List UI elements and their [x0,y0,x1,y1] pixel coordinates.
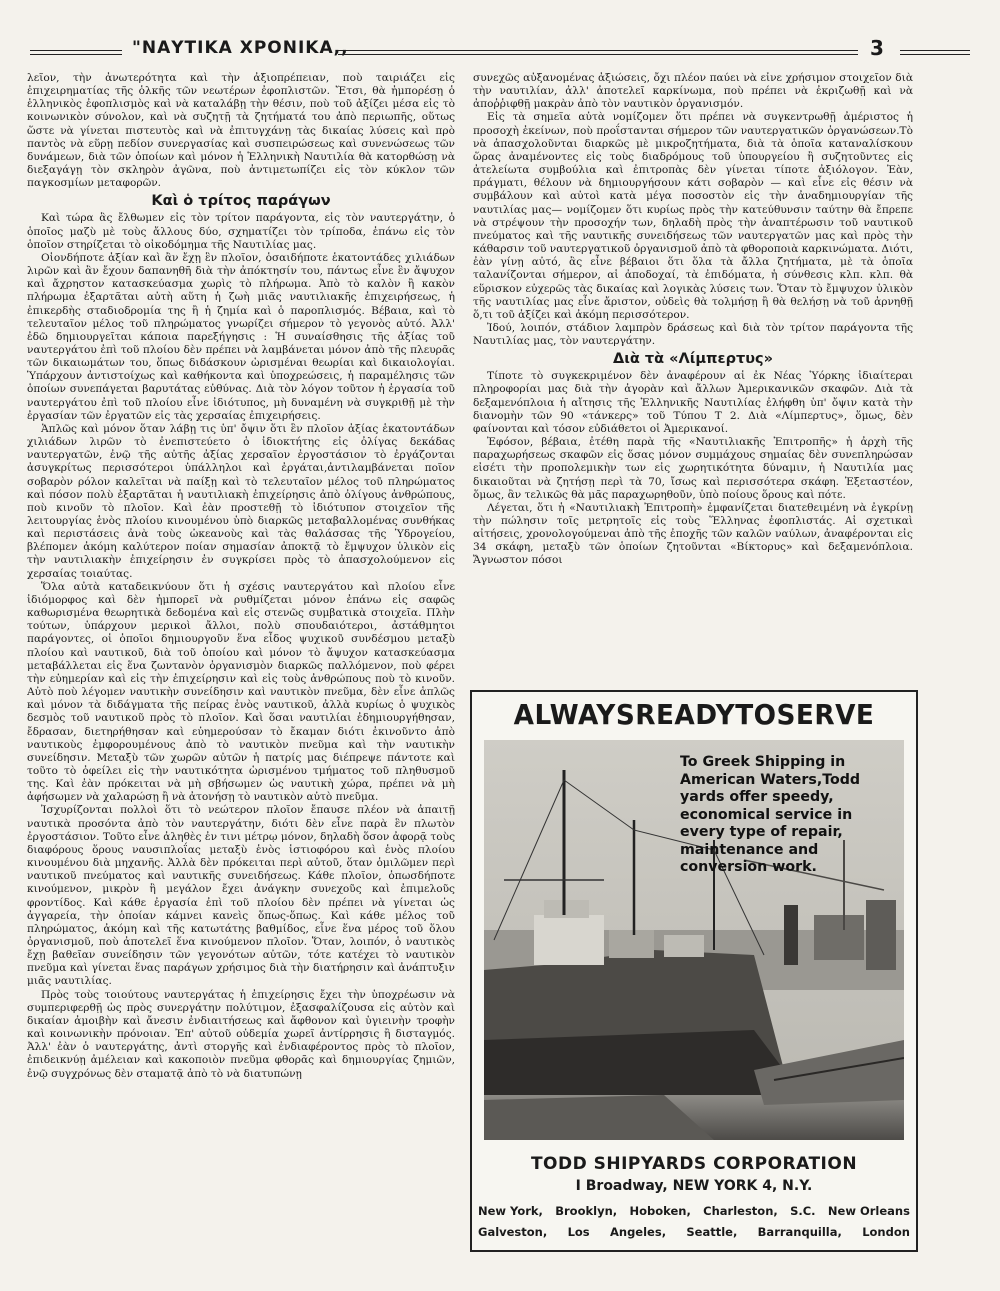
ad-address: I Broadway, NEW YORK 4, N.Y. [575,1178,813,1194]
city-token: Hoboken, [629,1204,691,1218]
right-paragraph-3: Ἰδού, λοιπόν, στάδιον λαμπρὸν δράσεως καὶ διὰ τὸν τρίτον παράγοντα τῆς Ναυτιλίας μας, τὸν ναυτεργάτην. [473,321,913,348]
right-paragraph-5: Ἐφόσον, βέβαια, ἐτέθη παρὰ τῆς «Ναυτιλιακῆς Ἐπιτροπῆς» ἡ ἀρχὴ τῆς παραχωρήσεως σκαφῶν εἰς ὅσας μόνον συμμάχους σημαίας δὲν συνεπληρώσαν εἰσέτι τὴν προπολεμικὴν των εἰς χωρητικότητα δύναμιν, ἡ Ναυτιλία μας δικαιοῦται νὰ ζητήσῃ περὶ τὰ 70, ἴσως καὶ περισσότερα σκάφη. Ἐξεταστέον, ὅμως, ἂν τελικῶς θὰ μᾶς παραχωρηθοῦν, ὑπὸ ποίους ὅρους καὶ πότε. [473,436,913,501]
city-token: Los [567,1225,590,1239]
right-paragraph-1: συνεχῶς αὐξανομένας ἀξιώσεις, ὄχι πλέον παύει νὰ εἶνε χρήσιμον στοιχεῖον διὰ τὴν ναυτιλίαν, ἀλλ' ἀποτελεῖ καρκίνωμα, ποὺ πρέπει νὰ ἐκριζωθῇ καὶ νὰ ἀποῤῥιφθῇ μακρὰν ἀπὸ τὸν ναυτικὸν ὀργανισμόν. [473,72,913,111]
section-heading-third-factor: Καὶ ὁ τρίτος παράγων [151,193,331,210]
running-header [20,38,970,64]
left-paragraph-3: Οἱονδήποτε ἀξίαν καὶ ἂν ἔχῃ ἓν πλοῖον, ὁσαιδήποτε ἑκατοντάδες χιλιάδων λιρῶν καὶ ἂν ἔχουν δαπανηθῆ διὰ τὴν ἀπόκτησίν του, πάντως εἶνε ἓν ἄψυχον καὶ ἄχρηστον κατασκεύασμα χωρὶς τὸ πλήρωμα. Ἀπὸ τὸ καλὸν ἢ κακὸν πλήρωμα ἐξαρτᾶται αὐτὴ αὕτη ἡ ζωὴ μιᾶς ναυτιλιακῆς ἐπιχειρήσεως, ἡ ἐπικερδὴς σταδιοδρομία της ἢ ἡ ζημία καὶ ὁ παροπλισμός. Βέβαια, καὶ τὸ τελευταῖον μέλος τοῦ πληρώματος γνωρίζει σήμερον τὸ γεγονὸς αὐτό. Ἀλλ' ἐδῶ δημιουργεῖται κάποια παρεξήγησις : Ἡ συναίσθησις τῆς ἀξίας τοῦ ναυτεργάτου ἐπὶ τοῦ πλοίου δὲν πρέπει νὰ λαμβάνεται μόνον ἀπὸ τῆς πλευρᾶς τῶν δικαιωμάτων του, ὅπως διδάσκουν ὡρισμέναι θεωρίαι καὶ δικαιολογίαι. Ὑπάρχουν ἀντιστοίχως καὶ καθήκοντα καὶ ὑποχρεώσεις, ἡ παραμέλησις τῶν ὁποίων συνεπάγεται βαρυτάτας εὐθύνας. Διὰ τὸν λόγον τοῦτον ἡ ἐργασία τοῦ ναυτεργάτου ἐπὶ τοῦ πλοίου εἶνε ἰδιότυπος, μὴ δυναμένη νὰ συγκριθῇ μὲ τὴν ἐργασίαν τῶν ἐργατῶν εἰς τὰς χερσαίας ἐπιχειρήσεις. [27,251,455,422]
city-token: New Orleans [827,1204,910,1218]
todd-shipyards-advertisement [470,690,918,1252]
right-paragraph-6: Λέγεται, ὅτι ἡ «Ναυτιλιακὴ Ἐπιτροπὴ» ἐμφανίζεται διατεθειμένη νὰ ἐγκρίνῃ τὴν πώλησιν τοῖς μετρητοῖς εἰς τοὺς Ἕλληνας ἐφοπλιστάς. Αἱ σχετικαὶ αἰτήσεις, χρονολογούμεναι ἀπὸ τῆς ἐποχῆς τῶν καλῶν ναύλων, ἀναφέρονται εἰς 34 σκάφη, μεταξὺ τῶν ὁποίων ζητοῦνται «Βίκτορυς» καὶ δεξαμενόπλοια. Ἄγνωστον πόσοι [473,501,913,567]
right-column [473,72,913,668]
left-paragraph-6: Ἰσχυρίζονται πολλοὶ ὅτι τὸ νεώτερον πλοῖον ἔπαυσε πλέον νὰ ἀπαιτῇ ναυτικὰ προσόντα ἀπὸ τὸν ναυτεργάτην, διότι δὲν εἶνε παρὰ ἓν πλωτὸν ἐργοστάσιον. Τοῦτο εἶνε ἀληθὲς ἐν τινι μέτρῳ μόνον, δηλαδὴ ὅσον ἀφορᾷ τοὺς διαφόρους ὅρους ναυσιπλοΐας μεταξὺ ἑνὸς ἱστιοφόρου καὶ ἑνὸς πλοίου κινουμένου διὰ μηχανῆς. Ἀλλὰ δὲν πρόκειται περὶ αὐτοῦ, ὅταν ὁμιλῶμεν περὶ ναυτικοῦ πνεύματος καὶ ναυτικῆς συνειδήσεως. Κάθε πλοῖον, ὁπωσδήποτε κινούμενον, μικρὸν ἢ μεγάλον ἔχει ἀνάγκην συνεχοῦς καὶ ἐπιμελοῦς φροντίδος. Καὶ κάθε ἐργασία ἐπὶ τοῦ πλοίου δὲν πρέπει νὰ γίνεται ὡς ἀγγαρεία, τὴν ὁποίαν κάμνει κανεὶς ὅπως-ὅπως. Καὶ κάθε μέλος τοῦ πληρώματος, ἀκόμη καὶ τῆς κατωτάτης βαθμίδος, εἶνε ἕνα μέρος τοῦ ὅλου ὀργανισμοῦ, ποὺ ἀποτελεῖ ἕνα κινούμενον πλοῖον. Ὅταν, λοιπόν, ὁ ναυτικὸς ἔχῃ βαθεῖαν συνείδησιν τῶν γεγονότων αὐτῶν, τότε κατέχει τὸ ναυτικὸν πνεῦμα καὶ γίνεται ἕνας παράγων χρήσιμος διὰ τὴν διατήρησιν καὶ ἀνάπτυξιν μιᾶς ναυτιλίας. [27,804,455,988]
city-token: S.C. [790,1204,816,1218]
ad-cities-line-2 [478,1225,910,1239]
city-token: Seattle, [686,1225,738,1239]
header-rule-left [30,50,122,55]
ad-cities-line-1 [478,1204,910,1218]
page-number: 3 [870,36,884,60]
city-token: Angeles, [609,1225,667,1239]
city-token: Charleston, [703,1204,778,1218]
city-token: London [862,1225,910,1239]
right-paragraph-4: Τίποτε τὸ συγκεκριμένον δὲν ἀναφέρουν αἱ ἐκ Νέας Ὑόρκης ἰδιαίτεραι πληροφορίαι μας διὰ τὴν ἀγορὰν καὶ ἄλλων Ἀμερικανικῶν σκαφῶν. Διὰ τὰ δεξαμενόπλοια ἡ αἴτησις τῆς Ἑλληνικῆς Ναυτιλίας ἐλήφθη ὑπ' ὄψιν κατὰ τὴν διανομὴν τῶν 90 «τάνκερς» τοῦ Τύπου Τ 2. Διὰ «Λίμπερτυς», ὅμως, δὲν φαίνονται καὶ τόσον εὐδιάθετοι οἱ Ἀμερικανοί. [473,370,913,435]
ad-company-name: TODD SHIPYARDS CORPORATION [530,1154,858,1174]
ad-blurb: To Greek Shipping in American Waters,Todd yards offer speedy, economical service in every type of repair, maintenance and conversion work. [680,754,861,875]
ad-headline: ALWAYSREADYTOSERVE [513,698,875,731]
section-heading-liberty-ships: Διὰ τὰ «Λίμπερτυς» [613,351,773,368]
left-paragraph-5: Ὅλα αὐτὰ καταδεικνύουν ὅτι ἡ σχέσις ναυτεργάτου καὶ πλοίου εἶνε ἰδιόμορφος καὶ δὲν ἠμπορεῖ νὰ ρυθμίζεται μόνον ἐπάνω εἰς σαφῶς καθωρισμένα θεωρητικὰ δεδομένα καὶ εἰς στενῶς συμβατικὰ στοιχεῖα. Πλὴν τούτων, ὑπάρχουν μερικοὶ ἄλλοι, πολὺ σπουδαιότεροι, ἀστάθμητοι παράγοντες, οἱ ὁποῖοι δημιουργοῦν ἕνα εἶδος ψυχικοῦ συνδέσμου μεταξὺ πλοίου καὶ ναυτικοῦ, διὰ τοῦ ὁποίου καὶ μόνον τὸ ἄψυχον κατασκεύασμα μεταβάλλεται εἰς ἕνα ζωντανὸν ὀργανισμὸν διαρκῶς παλλόμενον, ποὺ φέρει τὴν εὐημερίαν καὶ εἰς τὴν ἐπιχείρησιν καὶ εἰς τοὺς ἀνθρώπους ποὺ τὸ κινοῦν. Αὐτὸ ποὺ λέγομεν ναυτικὴν συνείδησιν καὶ ναυτικὸν πνεῦμα, δὲν εἶνε ἁπλῶς καὶ μόνον τὰ διδάγματα τῆς πείρας ἑνὸς ναυτικοῦ, ἀλλὰ κυρίως ὁ ψυχικὸς δεσμὸς τοῦ ναυτικοῦ πρὸς τὸ πλοῖον. Καὶ ὅσαι ναυτιλίαι ἐδημιουργήθησαν, ἔδρασαν, διετηρήθησαν καὶ εὐημερούσαν τὸ ἔκαμαν διότι ἐκινοῦντο ἀπὸ ναυτικοὺς ἐμφορουμένους ἀπὸ τὸ ναυτικὸν πνεῦμα καὶ τὴν ναυτικὴν συνείδησιν. Μεταξὺ τῶν χωρῶν αὐτῶν ἡ πατρίς μας διέπρεψε πάντοτε καὶ τοῦτο τὸ ὀφείλει εἰς τὴν ναυτικότητα ὡρισμένου τμήματος τοῦ πληθυσμοῦ της. Καὶ ἐὰν πρόκειται νὰ μὴ σβήσωμεν ὡς ναυτικὴ χώρα, πρέπει νὰ μὴ ἀφήσωμεν νὰ χαλαρώσῃ ἢ νὰ ἀτονήσῃ τὸ ναυτικὸν αὐτὸ πνεῦμα. [27,580,455,804]
left-paragraph-2: Καὶ τώρα ἂς ἔλθωμεν εἰς τὸν τρίτον παράγοντα, εἰς τὸν ναυτεργάτην, ὁ ὁποῖος μαζὺ μὲ τοὺς ἄλλους δύο, σχηματίζει τὸν τρίποδα, ἐπάνω εἰς τὸν ὁποῖον στηρίζεται τὸ οἰκοδόμημα τῆς Ναυτιλίας μας. [27,212,455,251]
publication-title: "ΝΑΥΤΙΚΑ ΧΡΟΝΙΚΑ,, [132,38,349,58]
left-column [27,72,455,1257]
left-paragraph-7: Πρὸς τοὺς τοιούτους ναυτεργάτας ἡ ἐπιχείρησις ἔχει τὴν ὑποχρέωσιν νὰ συμπεριφερθῇ ὡς πρὸς συνεργάτην πολύτιμον, ἐξασφαλίζουσα εἰς αὐτὸν καὶ δικαίαν ἀμοιβὴν καὶ ἄνεσιν ἐνδιαιτήσεως καὶ ἄφθονον καὶ ὑγιεινὴν τροφὴν καὶ κοινωνικὴν πρόνοιαν. Ἐπ' αὐτοῦ οὐδεμία χωρεῖ ἀντίρρησις ἢ δισταγμός. Ἀλλ' ἐὰν ὁ ναυτεργάτης, ἀντὶ στοργῆς καὶ ἐνδιαφέροντος πρὸς τὸ πλοῖον, ἐπιδεικνύῃ ἀμέλειαν καὶ κακοποιὸν πνεῦμα φθορᾶς καὶ δημιουργίας ζημιῶν, ἐνῷ συγχρόνως δὲν σταματᾷ ἀπὸ τὸ νὰ διατυπώνῃ [27,988,455,1080]
city-token: Barranquilla, [757,1225,842,1239]
city-token: New York, [478,1204,543,1218]
city-token: Brooklyn, [555,1204,618,1218]
header-rule-right [900,50,970,55]
left-paragraph-1: λεῖον, τὴν ἀνωτερότητα καὶ τὴν ἀξιοπρέπειαν, ποὺ ταιριάζει εἰς ἐπιχειρηματίας τῆς ὁλκῆς τῶν νεωτέρων ἐφοπλιστῶν. Ἔτσι, θὰ ἠμπορέσῃ ὁ ἑλληνικὸς ἐφοπλισμὸς καὶ νὰ καταλάβῃ τὴν θέσιν, ποὺ τοῦ ἀξίζει μέσα εἰς τὸ κοινωνικὸν σύνολον, καὶ νὰ συζητῇ τὰ ζητήματά του ἀπὸ περιωπῆς, οὕτως ὥστε νὰ γίνεται πιστευτὸς καὶ νὰ ἐπιτυγχάνῃ τὰς δικαίας λύσεις καὶ πρὸ παντὸς νὰ εὕρῃ πεδίον συνεργασίας καὶ συσπειρώσεως καὶ συνενώσεως τῶν δυνάμεων, διὰ τῶν ὁποίων καὶ μόνον ἡ Ἑλληνικὴ Ναυτιλία θὰ κατορθώσῃ νὰ διεξαγάγῃ τὸν σκληρὸν ἀγῶνα, ποὺ ἀντιμετωπίζει εἰς τὸν κύκλον τῶν παγκοσμίων μεταφορῶν. [27,72,455,190]
right-paragraph-2: Εἰς τὰ σημεῖα αὐτὰ νομίζομεν ὅτι πρέπει νὰ συγκεντρωθῇ ἀμέριστος ἡ προσοχὴ ἐκείνων, ποὺ προΐστανται σήμερον τῶν ναυτεργατικῶν ὀργανώσεων.Τὸ νὰ ἀπασχολοῦνται διαρκῶς μὲ μικροζητήματα, διὰ τὰ ὁποῖα καταναλίσκουν ὥρας ἀναμένοντες εἰς τοὺς διαδρόμους τοῦ ὑπουργείου ἢ συζητοῦντες εἰς ἀτελείωτα συμβούλια καὶ ἐπιτροπὰς δὲν γίνεται τίποτε ἀξιόλογον. Ἐὰν, πράγματι, θέλουν νὰ δημιουργήσουν κάτι σοβαρὸν — καὶ εἶνε εἰς θέσιν νὰ συμβάλουν καὶ αὐτοὶ κατὰ μέγα ποσοστὸν εἰς τὴν ἀναδημιουργίαν τῆς ναυτιλίας μας— νομίζομεν ὅτι κυρίως πρὸς τὴν κατεύθυνσιν ταύτην θὰ ἔπρεπε νὰ στρέψουν τὴν προσοχήν των, δηλαδὴ πρὸς τὴν ἀναπτέρωσιν τοῦ ναυτικοῦ πνεύματος καὶ τῆς ναυτικῆς συνειδήσεως τῶν ναυτεργατῶν μας καὶ πρὸς τὴν κάθαρσιν τοῦ ναυτεργατικοῦ ὀργανισμοῦ ἀπὸ τὰ φθοροποιὰ καρκινώματα. Διότι, ἐὰν γίνῃ αὐτό, ἂς εἶνε βέβαιοι ὅτι ὅλα τὰ ἄλλα ζητήματα, μὲ τὰ ὁποῖα ταλανίζονται σήμερον, αἱ ἀποδοχαί, τὰ ἐπιδόματα, ἡ σύνθεσις κλπ. κλπ. θὰ εὕρισκον εὐχερῶς τὰς δικαίας καὶ λογικὰς λύσεις των. Ὅταν τὸ ἔμψυχον ὑλικὸν τῆς ναυτιλίας μας εἶνε ἄριστον, οὐδεὶς θὰ τολμήσῃ ἢ θὰ θελήσῃ νὰ τοῦ ἀρνηθῇ ὅ,τι τοῦ ἀξίζει καὶ ἀκόμη περισσότερον. [473,111,913,321]
header-rule-middle [338,50,858,55]
left-paragraph-4: Ἁπλῶς καὶ μόνον ὅταν λάβῃ τις ὑπ' ὄψιν ὅτι ἓν πλοῖον ἀξίας ἑκατοντάδων χιλιάδων λιρῶν τὸ ἐνεπιστεύετο ὁ ἰδιοκτήτης εἰς ὀλίγας δεκάδας ναυτεργατῶν, ἐνῷ τῆς αὐτῆς ἀξίας χερσαῖον ἐργοστάσιον τὸ ἐργάζονται ἀσυγκρίτως περισσότεροι ὑπάλληλοι καὶ ἐργάται,ἀντιλαμβάνεται ποῖον σοβαρὸν ρόλον καλεῖται νὰ παίξῃ καὶ τὸ τελευταῖον μέλος τοῦ πληρώματος καὶ πόσον πολὺ ἐξαρτᾶται ἡ ναυτιλιακὴ ἐπιχείρησις ἀπὸ ὀλίγους ἀνθρώπους, ποὺ κινοῦν τὸ πλοῖον. Καὶ ἐὰν προστεθῇ τὸ ἰδιότυπον στοιχεῖον τῆς λειτουργίας ἑνὸς πλοίου κινουμένου ὑπὸ διαρκῶς μεταβαλλομένας συνθήκας καὶ περιστάσεις ἀνὰ τοὺς ὠκεανοὺς καὶ τὰς θαλάσσας τῆς Ὑδρογείου, βλέπομεν ἀκόμη καλύτερον ποίαν σημασίαν ἀποκτᾷ τὸ ἔμψυχον ὑλικὸν εἰς τὴν ναυτιλιακὴν ἐπιχείρησιν ἐν συγκρίσει πρὸς τὸ ἀπασχολούμενον εἰς χερσαίας τοιαύτας. [27,422,455,580]
city-token: Galveston, [478,1225,548,1239]
